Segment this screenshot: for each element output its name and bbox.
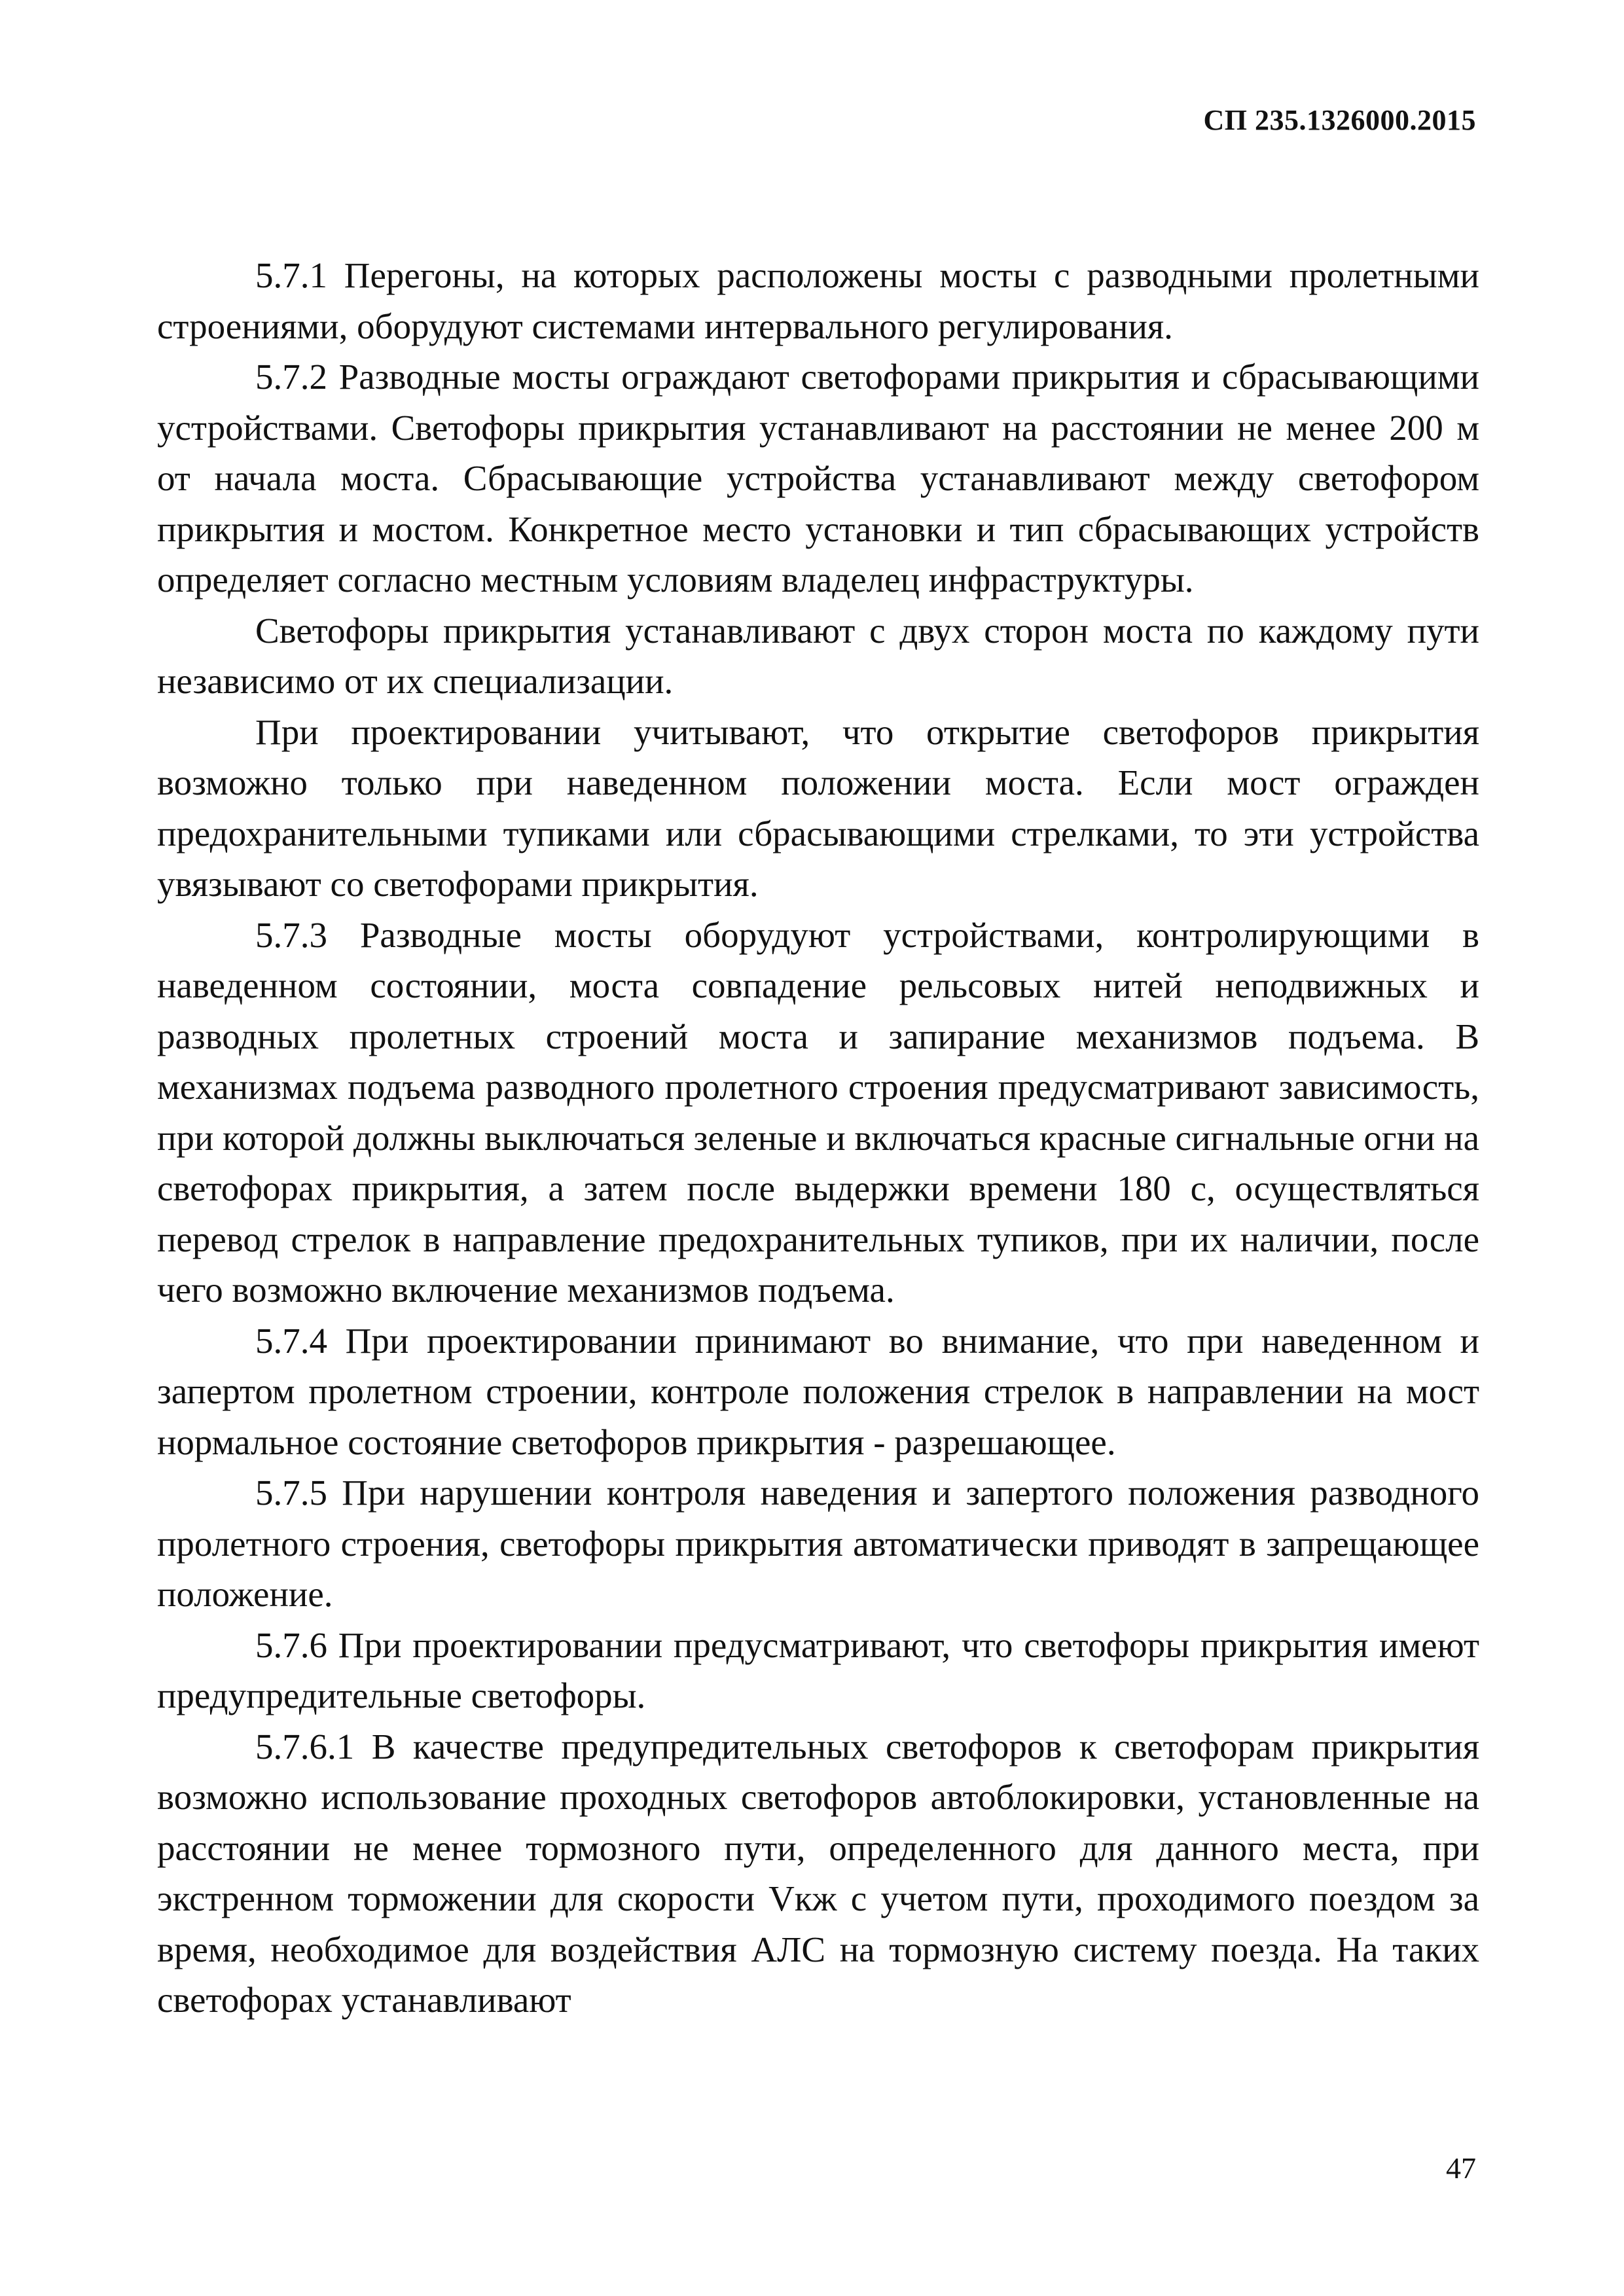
paragraph-5-7-3: 5.7.3 Разводные мосты оборудуют устройствами, контролирующими в наведенном состоянии, моста совпадение рельсовых нитей неподвижных и разводных пролетных строений моста и запирание механизмов подъема. В механизмах подъема разводного пролетного строения предусматривают зависимость, при которой должны выключаться зеленые и включаться красные сигнальные огни на светофорах прикрытия, а затем после выдержки времени 180 с, осуществляться перевод стрелок в направление предохранительных тупиков, при их наличии, после чего возможно включение механизмов подъема.: [157, 914, 1479, 1310]
paragraph-5-7-5: 5.7.5 При нарушении контроля наведения и запертого положения разводного пролетного строения, светофоры прикрытия автоматически приводят в запрещающее положение.: [157, 1473, 1479, 1614]
paragraph-signals-opening: При проектировании учитывают, что открытие светофоров прикрытия возможно только при наведенном положении моста. Если мост огражден предохранительными тупиками или сбрасывающими стрелками, то эти устройства увязывают со светофорами прикрытия.: [157, 711, 1479, 904]
document-body: [157, 250, 1479, 2026]
paragraph-signals-both-sides: Светофоры прикрытия устанавливают с двух сторон моста по каждому пути независимо от их специализации.: [157, 610, 1479, 701]
page-number: 47: [1446, 2151, 1476, 2185]
paragraph-5-7-2: 5.7.2 Разводные мосты ограждают светофорами прикрытия и сбрасывающими устройствами. Светофоры прикрытия устанавливают на расстоянии не менее 200 м от начала моста. Сбрасывающие устройства устанавливают между светофором прикрытия и мостом. Конкретное место установки и тип сбрасывающих устройств определяет согласно местным условиям владелец инфраструктуры.: [157, 357, 1479, 600]
paragraph-5-7-6: 5.7.6 При проектировании предусматривают, что светофоры прикрытия имеют предупредительные светофоры.: [157, 1624, 1479, 1715]
paragraph-5-7-1: 5.7.1 Перегоны, на которых расположены мосты с разводными пролетными строениями, оборудуют системами интервального регулирования.: [157, 255, 1479, 346]
paragraph-5-7-4: 5.7.4 При проектировании принимают во внимание, что при наведенном и запертом пролетном строении, контроле положения стрелок в направлении на мост нормальное состояние светофоров прикрытия - разрешающее.: [157, 1320, 1479, 1462]
document-code-header: СП 235.1326000.2015: [1203, 104, 1476, 136]
paragraph-5-7-6-1: 5.7.6.1 В качестве предупредительных светофоров к светофорам прикрытия возможно использование проходных светофоров автоблокировки, установленные на расстоянии не менее тормозного пути, определенного для данного места, при экстренном торможении для скорости Vкж с учетом пути, проходимого поездом за время, необходимое для воздействия АЛС на тормозную систему поезда. На таких светофорах устанавливают: [157, 1726, 1479, 2020]
